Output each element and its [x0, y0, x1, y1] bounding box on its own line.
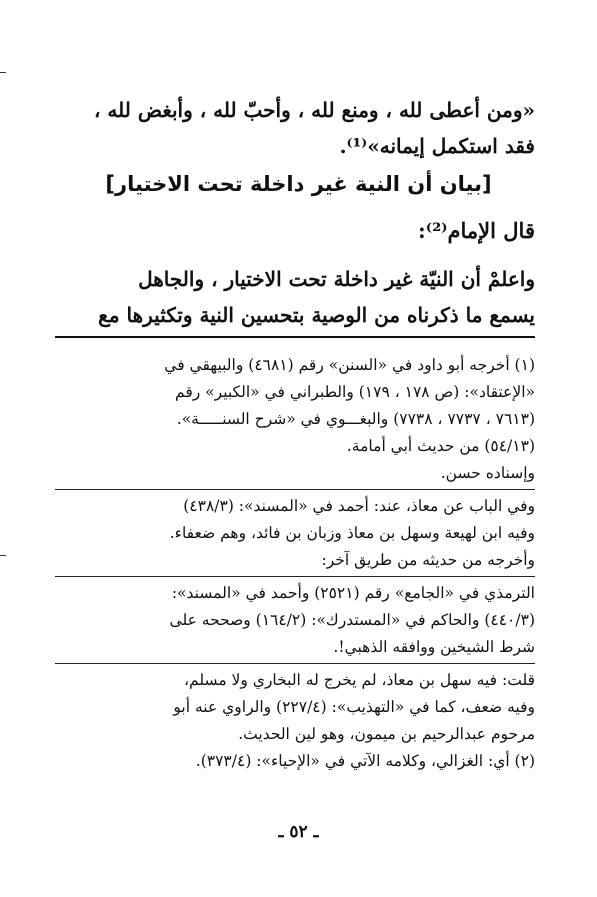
footnote-line: (٢) أي: الغزالي، وكلامه الآتي في «الإحياء»: (٣٧٣/٤). [195, 752, 535, 770]
paragraph-line-1: واعلمْ أن النيّة غير داخلة تحت الاختيار ، والجاهل [138, 267, 535, 291]
footnote-line: مرحوم عبدالرحيم بن ميمون، وهو لين الحديث. [238, 725, 535, 743]
main-text-line-1: «ومن أعطى لله ، ومنع لله ، وأحبّ لله ، وأبغض لله ، [94, 98, 535, 122]
paragraph-line-2: يسمع ما ذكرناه من الوصية بتحسين النية وتكثيرها مع [98, 303, 535, 327]
body-paragraph [55, 261, 535, 333]
footnote-line: وفيه ضعف، كما في «التهذيب»: (٢٢٧/٤) والراوي عنه أبو [173, 698, 535, 716]
footnote-line: وفي الباب عن معاذ، عند: أحمد في «المسند»: (٤٣٨/٣) [183, 497, 535, 515]
edge-mark-top [0, 72, 6, 73]
section-heading: [بيان أن النية غير داخلة تحت الاختيار] [105, 172, 492, 196]
footnote-separator [55, 663, 535, 664]
footnote-rule [55, 336, 535, 338]
footnote-line: قلت: فيه سهل بن معاذ، لم يخرج له البخاري ولا مسلم، [184, 671, 535, 689]
edge-mark-bottom [0, 555, 6, 556]
page-number: ـ ٥٢ ـ [278, 822, 319, 842]
main-text-line-2: فقد استكمل إيمانه»⁽¹⁾. [339, 134, 535, 158]
footnote-line: وفيه ابن لهيعة وسهل بن معاذ وزبان بن فائد، وهم ضعفاء. [169, 524, 535, 542]
footnote-separator [55, 576, 535, 577]
footnote-line: «الإعتقاد»: (ص ١٧٨ ، ١٧٩) والطبراني في «الكبير» رقم [175, 383, 535, 401]
footnote-line: وإسناده حسن. [440, 464, 535, 482]
footnote-line: وأخرجه من حديثه من طريق آخر: [321, 551, 535, 569]
footnote-separator [55, 489, 535, 490]
imam-subheading: قال الإمام⁽²⁾: [418, 218, 535, 243]
footnote-line: (٧٦١٣ ، ٧٧٣٧ ، ٧٧٣٨) والبغـــوي في «شرح السنـــــة». [176, 410, 535, 428]
footnotes [55, 352, 535, 775]
main-text [55, 92, 535, 164]
footnote-line: (٤٤٠/٣) والحاكم في «المستدرك»: (١٦٤/٢) وصححه على [169, 611, 535, 629]
footnote-line: الترمذي في «الجامع» رقم (٢٥٢١) وأحمد في «المسند»: [171, 584, 535, 602]
footnote-line: (٥٤/١٣) من حديث أبي أمامة. [346, 437, 535, 455]
footnote-line: شرط الشيخين ووافقه الذهبي!. [333, 638, 535, 656]
footnote-line: (١) أخرجه أبو داود في «السنن» رقم (٤٦٨١) والبيهقي في [164, 356, 535, 374]
